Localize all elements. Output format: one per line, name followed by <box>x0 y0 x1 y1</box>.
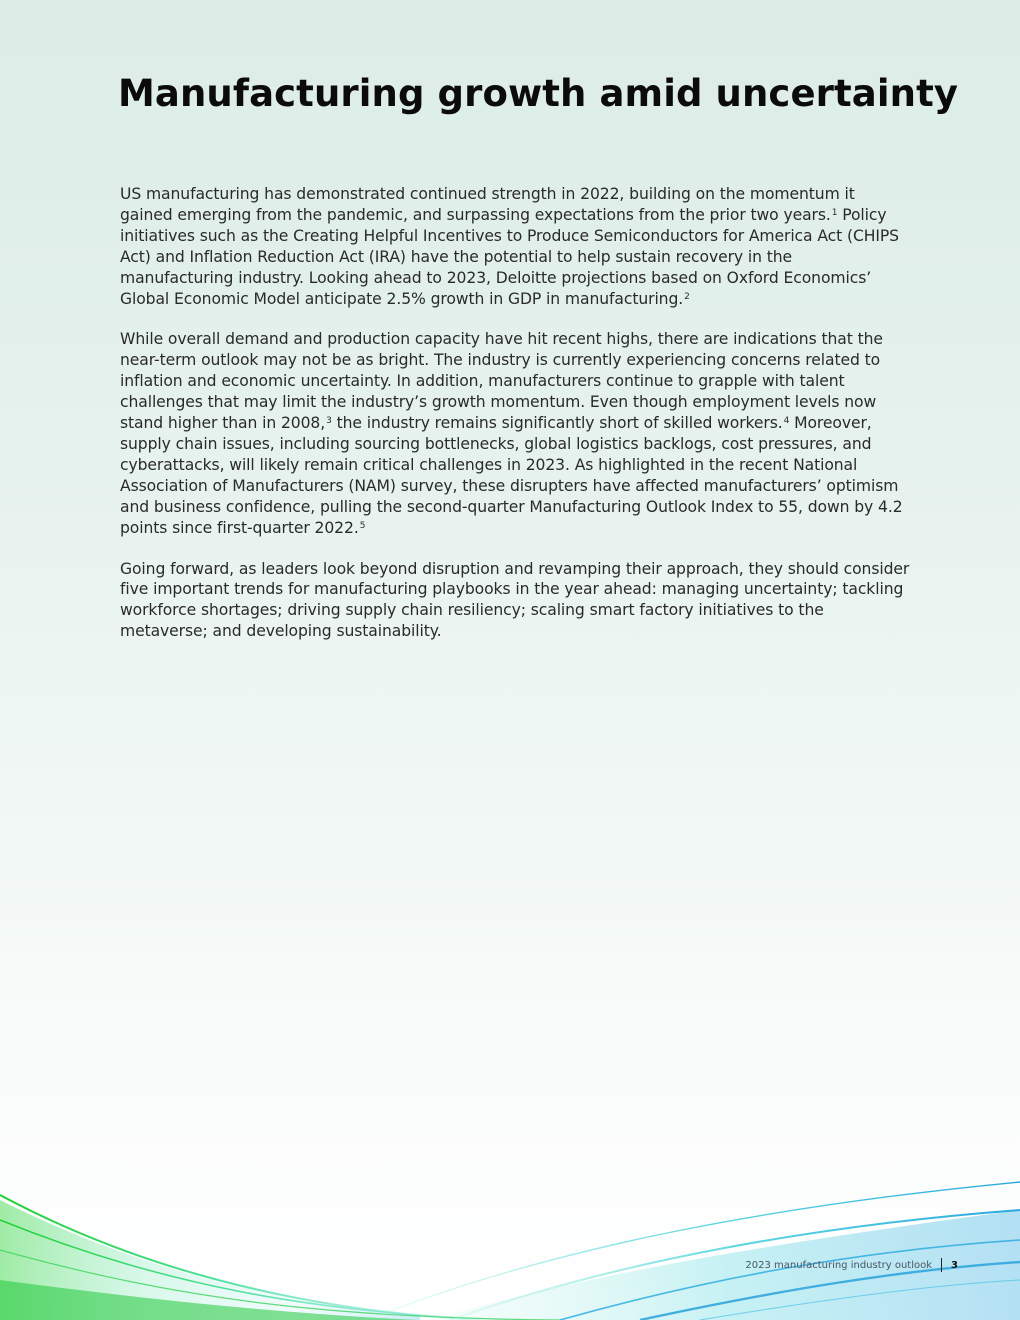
paragraph-1 <box>120 184 910 309</box>
footnote-ref: 1 <box>831 207 838 218</box>
footnote-ref: 2 <box>684 291 690 302</box>
footer-divider <box>941 1258 942 1272</box>
footnote-ref: 5 <box>359 520 366 531</box>
decorative-waves <box>0 1150 1020 1320</box>
paragraph-text: Moreover, supply chain issues, including sourcing bottlenecks, global logistics backlogs, cost pressures, and cyberattacks, will likely remain critical challenges in 2023. As highlighted in the recent National Association of Manufacturers (NAM) survey, these disrupters have affected manufacturers’ optimism and business confidence, pulling the second-quarter Manufacturing Outlook Index to 55, down by 4.2 points since first-quarter 2022. <box>120 414 903 537</box>
paragraph-2 <box>120 329 910 538</box>
footer-doc-title: 2023 manufacturing industry outlook <box>745 1259 933 1271</box>
page-number: 3 <box>951 1259 958 1271</box>
paragraph-text: Policy initiatives such as the Creating Helpful Incentives to Produce Semiconductors for America Act (CHIPS Act) and Inflation Reduction Act (IRA) have the potential to help sustain recovery in the manufacturing industry. Looking ahead to 2023, Deloitte projections based on Oxford Economics’ Global Economic Model anticipate 2.5% growth in GDP in manufacturing. <box>120 205 899 308</box>
page-title: Manufacturing growth amid uncertainty <box>118 72 959 115</box>
paragraph-text: US manufacturing has demonstrated continued strength in 2022, building on the momentum it gained emerging from the pandemic, and surpassing expectations from the prior two years. <box>120 185 855 224</box>
paragraph-text: the industry remains significantly short of skilled workers. <box>331 414 783 433</box>
body-text <box>120 184 910 662</box>
footnote-ref: 3 <box>326 416 332 427</box>
paragraph-3 <box>120 559 910 643</box>
paragraph-text: Going forward, as leaders look beyond disruption and revamping their approach, they should consider five important trends for manufacturing playbooks in the year ahead: managing uncertainty; tackling workforce shortages; driving supply chain resiliency; scaling smart factory initiatives to the metaverse; and developing sustainability. <box>120 559 910 641</box>
paragraph-text: While overall demand and production capacity have hit recent highs, there are indications that the near-term outlook may not be as bright. The industry is currently experiencing concerns related to inflation and economic uncertainty. In addition, manufacturers continue to grapple with talent challenges that may limit the industry’s growth momentum. Even though employment levels now stand higher than in 2008, <box>120 330 883 433</box>
footnote-ref: 4 <box>783 416 790 427</box>
page-footer <box>745 1258 958 1272</box>
